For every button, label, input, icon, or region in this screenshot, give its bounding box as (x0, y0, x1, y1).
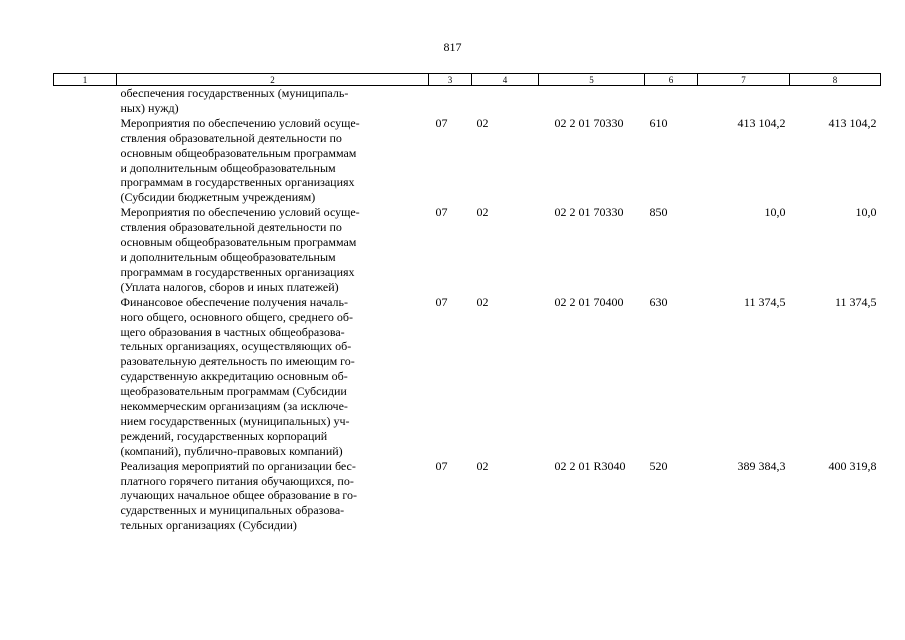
name-line: Реализация мероприятий по организации бес- (120, 458, 356, 473)
budget-table (53, 73, 881, 533)
table-row (54, 459, 881, 534)
header-col-6: 6 (645, 74, 698, 86)
target-code (539, 86, 645, 116)
name-line: лучающих начальное общее образование в го- (120, 488, 357, 503)
header-col-7: 7 (698, 74, 790, 86)
amount-2 (790, 86, 881, 116)
target-code: 02 2 01 R3040 (554, 458, 626, 473)
subsection-code (472, 86, 539, 116)
header-col-5: 5 (539, 74, 645, 86)
expense-type-code (645, 86, 698, 116)
section-code: 07 (435, 115, 448, 130)
target-code: 02 2 01 70330 (554, 205, 624, 220)
target-code: 02 2 01 70330 (554, 115, 624, 130)
header-col-2: 2 (117, 74, 429, 86)
header-col-8: 8 (790, 74, 881, 86)
table-row (54, 86, 881, 116)
section-code: 07 (435, 294, 448, 309)
expense-name (117, 295, 429, 459)
name-line: нием государственных (муниципальных) уч- (120, 413, 350, 428)
name-line: обеспечения государственных (муниципаль- (120, 86, 349, 100)
amount-1: 11 374,5 (743, 294, 786, 309)
subsection-code: 02 (476, 115, 489, 130)
name-line: платного горячего питания обучающихся, по- (120, 473, 354, 488)
name-line: (компаний), публично-правовых компаний) (120, 443, 343, 458)
expense-type-code: 630 (649, 294, 668, 309)
expense-name (117, 86, 429, 116)
name-line: тельных организациях, осуществляющих об- (120, 339, 352, 354)
name-line: основным общеобразовательным программам (120, 235, 357, 250)
name-line: ного общего, основного общего, среднего об- (120, 309, 353, 324)
expense-type-code: 850 (649, 205, 668, 220)
amount-1: 389 384,3 (737, 458, 786, 473)
name-line: основным общеобразовательным программам (120, 145, 357, 160)
amount-1: 10,0 (764, 205, 786, 220)
target-code: 02 2 01 70400 (554, 294, 624, 309)
amount-1: 413 104,2 (737, 115, 786, 130)
table-body (54, 86, 881, 534)
expense-type-code: 520 (649, 458, 668, 473)
header-col-3: 3 (429, 74, 472, 86)
name-line: некоммерческим организациям (за исключе- (120, 399, 348, 414)
name-line: Мероприятия по обеспечению условий осуще- (120, 205, 360, 220)
header-col-1: 1 (54, 74, 117, 86)
name-line: Мероприятия по обеспечению условий осуще- (120, 115, 360, 130)
name-line: щеобразовательным программам (Субсидии (120, 384, 347, 399)
table-row (54, 205, 881, 294)
col-1-cell (54, 205, 117, 294)
name-line: реждений, государственных корпораций (120, 428, 328, 443)
name-line: щего образования в частных общеобразова- (120, 324, 345, 339)
name-line: программам в государственных организациях (120, 175, 355, 190)
col-1-cell (54, 295, 117, 459)
name-line: и дополнительным общеобразовательным (120, 160, 336, 175)
name-line: тельных организациях (Субсидии) (120, 518, 297, 533)
name-line: сударственную аккредитацию основным об- (120, 369, 348, 384)
name-line: ствления образовательной деятельности по (120, 130, 342, 145)
expense-name (117, 116, 429, 205)
header-row (54, 74, 881, 86)
name-line: Финансовое обеспечение получения началь- (120, 294, 349, 309)
header-col-4: 4 (472, 74, 539, 86)
page-number: 817 (443, 40, 462, 54)
table-header (54, 74, 881, 86)
expense-name (117, 205, 429, 294)
name-line: (Субсидии бюджетным учреждениям) (120, 190, 316, 205)
amount-2: 10,0 (855, 205, 877, 220)
amount-1 (698, 86, 790, 116)
section-code (429, 86, 472, 116)
table-row (54, 116, 881, 205)
subsection-code: 02 (476, 205, 489, 220)
amount-2: 400 319,8 (828, 458, 877, 473)
name-line: программам в государственных организациях (120, 264, 355, 279)
amount-2: 413 104,2 (828, 115, 877, 130)
section-code: 07 (435, 205, 448, 220)
subsection-code: 02 (476, 294, 489, 309)
expense-type-code: 610 (649, 115, 668, 130)
name-line: (Уплата налогов, сборов и иных платежей) (120, 279, 339, 294)
name-line: разовательную деятельность по имеющим го- (120, 354, 355, 369)
section-code: 07 (435, 458, 448, 473)
expense-name (117, 459, 429, 534)
name-line: сударственных и муниципальных образова- (120, 503, 345, 518)
name-line: ствления образовательной деятельности по (120, 220, 342, 235)
col-1-cell (54, 459, 117, 534)
table-row (54, 295, 881, 459)
col-1-cell (54, 116, 117, 205)
amount-2: 11 374,5 (834, 294, 877, 309)
name-line: ных) нужд) (120, 100, 179, 115)
subsection-code: 02 (476, 458, 489, 473)
name-line: и дополнительным общеобразовательным (120, 249, 336, 264)
col-1-cell (54, 86, 117, 116)
